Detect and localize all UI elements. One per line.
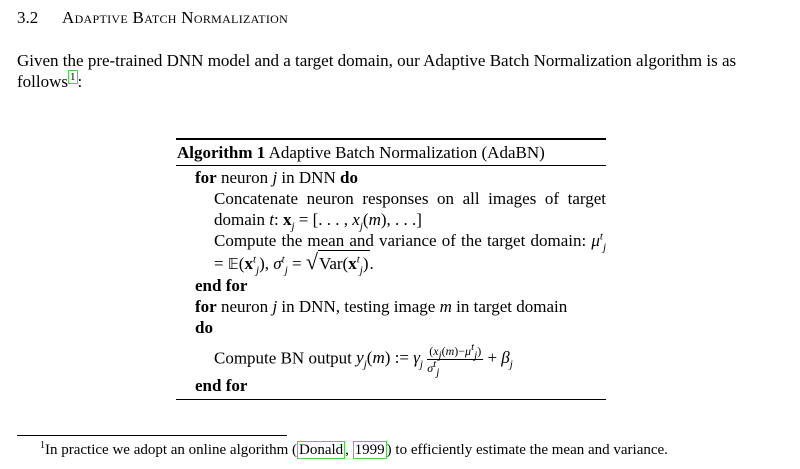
algo-text: Compute the mean and variance of the target domain: [214,231,587,250]
algorithm-header [176,140,606,165]
algo-text: neuron [220,297,269,316]
keyword-do: do [339,168,358,187]
citation-separator: , [345,442,349,458]
algo-line-compute-mean-var [176,230,606,275]
intro-tail: : [77,72,83,91]
algo-line-for-test [176,296,606,317]
footnote-text-after: ) to efficiently estimate the mean and variance. [386,442,668,458]
citation-year-link[interactable]: 1999 [354,442,385,458]
algo-line-endfor1 [176,275,606,296]
algo-line-do [176,317,606,338]
citation-author-link[interactable]: Donald [299,442,344,458]
footnote-separator [17,435,287,436]
math-var-t: t [269,210,274,229]
intro-text: Given the pre-trained DNN model and a target domain, our Adaptive Batch Normalization algorithm is as follows [17,51,737,91]
math-var-j: j [272,168,278,187]
math-concat-expr: $x_j$ = [. . . , $x_j(m)$, . . .] [282,210,422,233]
keyword-for: for [195,297,217,316]
keyword-for: for [195,168,217,187]
intro-paragraph [17,50,777,92]
math-var-m: m [439,297,452,316]
footnote-text-before: In practice we adopt an online algorithm ( [45,442,297,458]
algo-text: in target domain [456,297,568,316]
algorithm-label: Algorithm 1 [177,143,266,162]
algo-text: Compute BN output [214,348,352,368]
footnote-marker: 1 [40,440,45,451]
algorithm-box [176,138,606,400]
algo-text: Concatenate neuron responses on all images of target domain [214,189,606,229]
math-bn-expr: $y_j(m)$ := $\gamma_j$ $\frac{(x_j(m)-\mu^t_j)}{\sigma^t_j}$ + $\beta_j$ [356,341,513,379]
section-title: Adaptive Batch Normalization [62,8,289,27]
footnote [40,442,668,459]
algo-text: in DNN [281,168,336,187]
algo-text: neuron [220,168,269,187]
math-var-j: j [272,297,278,316]
algorithm-bottom-rule [176,399,606,400]
algo-text: in DNN, testing image [281,297,436,316]
algorithm-caption: Adaptive Batch Normalization (AdaBN) [268,143,545,162]
algo-line-endfor2 [176,375,606,399]
keyword-do: do [195,318,213,337]
footnote-link[interactable]: 1 [70,71,76,84]
math-mean-var-expr: $\mu^t_j$ = $𝔼(x^t_j)$, $\sigma^t_j = √Var(x^t_j)$. [214,230,606,277]
section-number: 3.2 [17,8,39,27]
algo-line-for-neuron [176,167,606,188]
keyword-end-for: end for [195,376,248,395]
algo-line-concatenate: Concatenate neuron responses on all images of target domain t: $x_j$ = [. . . , $x_j(m)$, . . .] [214,189,606,233]
algo-line-compute-bn [176,338,606,379]
algorithm-body [176,166,606,399]
keyword-end-for: end for [195,276,248,295]
